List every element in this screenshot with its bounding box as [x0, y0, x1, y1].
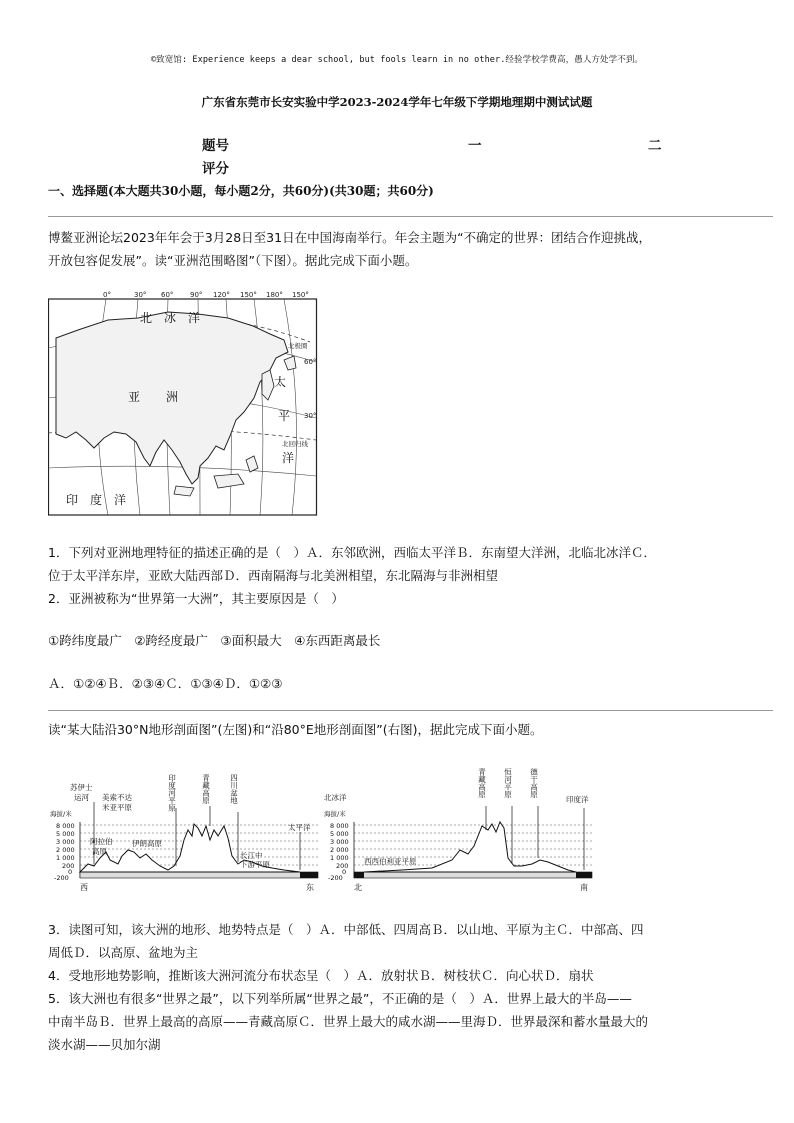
group1-intro-line2: 开放包容促发展”。读“亚洲范围略图”（下图）。据此完成下面小题。	[48, 253, 418, 268]
map-lon-label: 150°	[292, 291, 309, 299]
left-ytick: 8 000	[56, 822, 75, 830]
right-label-arctic: 北冰洋	[324, 793, 347, 802]
question-1	[48, 541, 778, 610]
left-vertical-labels	[167, 773, 238, 812]
map-lon-label: 150°	[240, 291, 257, 299]
right-label-tibet: 青藏高原	[477, 768, 487, 798]
left-label-pacific: 太平洋	[288, 823, 311, 832]
left-label-tibet: 青藏高原	[201, 774, 211, 804]
left-east: 东	[306, 883, 314, 892]
score-row-label-number: 题号	[202, 138, 229, 154]
right-ytick: -200	[328, 874, 343, 882]
right-ytick: 3 000	[330, 838, 349, 846]
right-ytick: 1 000	[330, 854, 349, 862]
left-label-arabia-1: 阿拉伯	[90, 837, 113, 846]
left-label-meso-2: 米亚平原	[102, 803, 132, 812]
map-lon-label: 60°	[161, 291, 174, 299]
right-ytick: 2 000	[330, 846, 349, 854]
map-label-indian: 印 度 洋	[66, 493, 127, 507]
question-4: 4．受地形地势影响，推断该大洲河流分布状态呈（ ）Ａ．放射状Ｂ．树枝状Ｃ．向心状Ｄ．扇状	[48, 968, 594, 983]
header-motto: ©致宽馆: Experience keeps a dear school, but fools learn in no other.经验学校学费高，愚人方处学不到。	[150, 55, 644, 65]
section-heading: 一、选择题(本大题共30小题，每小题2分，共60分)(共30题；共60分)	[48, 184, 434, 198]
right-ytick: 0	[342, 868, 347, 876]
map-lat-label: 60°	[304, 358, 317, 366]
right-ylabel: 海拔/米	[324, 810, 346, 818]
left-label-sichuan: 四川盆地	[229, 774, 239, 804]
questions-3-5	[48, 918, 778, 1056]
map-label-pacific-3: 洋	[282, 451, 295, 465]
group1-intro-line1: 博鳌亚洲论坛2023年年会于3月28日至31日在中国海南举行。年会主题为“不确定的世界：团结合作迎挑战，	[48, 230, 652, 245]
map-label-arctic-circle: 北极圈	[288, 342, 308, 350]
map-label-asia-2: 洲	[166, 390, 179, 404]
question-5-line1: 5．该大洲也有很多“世界之最”，以下列举所属“世界之最”，不正确的是（ ）Ａ．世界上最大的半岛——	[48, 991, 632, 1006]
profile-80e	[322, 766, 604, 896]
map-lon-label: 30°	[134, 291, 147, 299]
question-1-line1: 1．下列对亚洲地理特征的描述正确的是（ ）Ａ．东邻欧洲，西临太平洋Ｂ．东南望大洋洲，北临北冰洋Ｃ．	[48, 545, 656, 560]
divider	[48, 710, 773, 711]
map-lon-label: 0°	[103, 291, 111, 299]
page-title: 广东省东莞市长安实验中学2023-2024学年七年级下学期地理期中测试试题	[201, 95, 593, 109]
left-west: 西	[80, 883, 88, 892]
map-label-asia-1: 亚	[128, 390, 141, 404]
question-5-line2: 中南半岛Ｂ．世界上最高的高原——青藏高原Ｃ．世界上最大的咸水湖——里海Ｄ．世界最深和蓄水量最大的	[48, 1014, 649, 1029]
right-label-indian: 印度洋	[566, 795, 589, 804]
right-ytick: 5 000	[330, 830, 349, 838]
map-lon-label: 120°	[213, 291, 230, 299]
divider	[48, 216, 773, 217]
map-label-arctic: 北 冰 洋	[140, 311, 201, 325]
profile-30n	[48, 766, 330, 896]
left-label-meso-1: 美索不达	[102, 793, 132, 802]
left-label-indus: 印度河平原	[167, 774, 177, 812]
question-3-line2: 周低Ｄ．以高原、盆地为主	[48, 945, 199, 960]
left-ytick: 0	[68, 868, 73, 876]
left-label-yangtze-1: 长江中	[240, 851, 263, 860]
right-label-deccan: 德干高原	[529, 768, 539, 798]
question-2-options: Ａ．①②④Ｂ．②③④Ｃ．①③④Ｄ．①②③	[48, 676, 283, 691]
map-lat-label: 30°	[304, 412, 317, 420]
left-ylabel: 海拔/米	[50, 810, 72, 818]
map-lon-label: 90°	[190, 291, 203, 299]
left-ytick: 1 000	[56, 854, 75, 862]
group1-intro	[48, 226, 778, 272]
right-label-siberia: 西西伯利亚平原	[364, 857, 417, 866]
asia-map	[48, 290, 328, 516]
left-ytick: 3 000	[56, 838, 75, 846]
right-south: 南	[580, 883, 588, 892]
left-label-iran: 伊朗高原	[132, 839, 162, 848]
question-3-line1: 3．读图可知，该大洲的地形、地势特点是（ ）Ａ．中部低、四周高Ｂ．以山地、平原为主Ｃ．中部高、四	[48, 922, 644, 937]
score-col-one: 一	[468, 138, 482, 154]
question-2-items: ①跨纬度最广 ②跨经度最广 ③面积最大 ④东西距离最长	[48, 633, 381, 648]
left-ytick: -200	[54, 874, 69, 882]
map-label-pacific-1: 太	[274, 375, 287, 389]
group2-intro: 读“某大陆沿30°N地形剖面图”(左图)和“沿80°E地形剖面图”(右图)，据此完成下面小题。	[48, 722, 543, 737]
left-ytick: 2 000	[56, 846, 75, 854]
right-north: 北	[354, 883, 362, 892]
question-2-stem: 2．亚洲被称为“世界第一大洲”，其主要原因是（ ）	[48, 591, 344, 606]
score-col-two: 二	[648, 138, 662, 154]
left-ytick: 5 000	[56, 830, 75, 838]
left-label-suez-2: 运河	[74, 793, 89, 802]
left-label-arabia-2: 高原	[92, 847, 107, 856]
map-label-tropic: 北回归线	[282, 440, 308, 448]
right-label-ganges: 恒河平原	[503, 768, 513, 798]
right-ytick: 8 000	[330, 822, 349, 830]
right-ytick: 200	[336, 862, 349, 870]
left-ytick: 200	[62, 862, 75, 870]
score-row-label-score: 评分	[202, 161, 229, 177]
map-lon-label: 180°	[266, 291, 283, 299]
left-label-suez-1: 苏伊士	[70, 783, 93, 792]
left-label-yangtze-2: 下游平原	[240, 860, 270, 869]
map-label-pacific-2: 平	[278, 409, 291, 423]
question-1-line2: 位于太平洋东岸，亚欧大陆西部Ｄ．西南隔海与北美洲相望，东北隔海与非洲相望	[48, 568, 499, 583]
question-5-line3: 淡水湖——贝加尔湖	[48, 1037, 161, 1052]
